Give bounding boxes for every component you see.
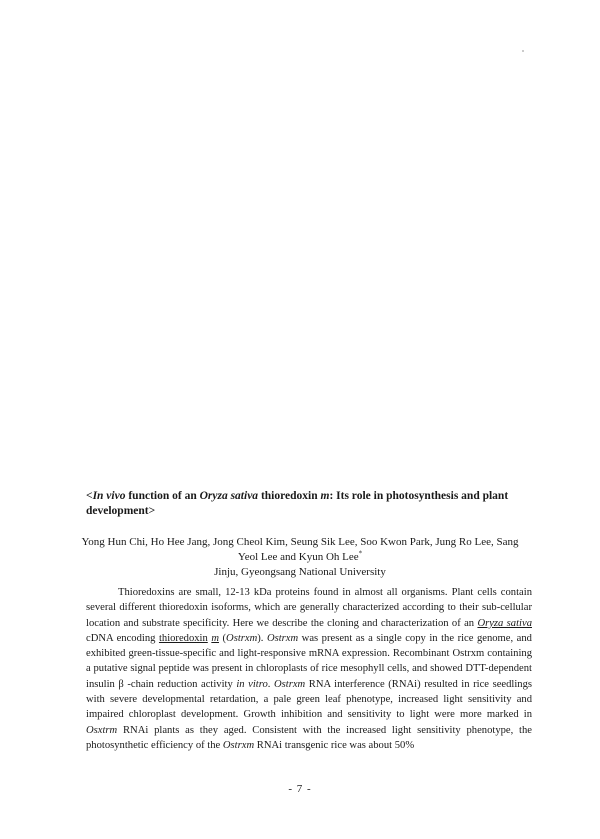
abstract-species-name: Oryza sativa	[477, 617, 532, 629]
abstract-in-vitro: in vitro	[236, 678, 268, 690]
abstract-text-9: ).	[257, 632, 267, 644]
abstract-gene-4: Osxtrm	[86, 724, 118, 736]
title-part-5: m	[320, 490, 330, 502]
abstract-text-19: RNAi transgenic rice was about 50%	[254, 739, 415, 751]
title-part-3: Oryza sativa	[199, 490, 259, 502]
abstract-gene-5: Ostrxm	[222, 739, 255, 751]
page-number: - 7 -	[288, 783, 312, 795]
abstract-paragraph	[86, 585, 532, 753]
abstract-text-17: RNAi plants as they aged. Consistent with the increased light sensitivity phenotype, the photosynthetic efficiency of the	[86, 724, 532, 751]
abstract-text-15: RNA interference (RNAi) resulted in rice seedlings with severe developmental retardation, a pale green leaf phenotype, increased light sensitivity and impaired chloroplast development. Growth inhibition and sensitivity to light were more marked in	[86, 678, 532, 721]
title-part-2: function of an	[125, 490, 200, 502]
abstract-text-7: (	[218, 632, 227, 644]
scan-speck	[522, 50, 524, 52]
author-names	[80, 535, 520, 565]
abstract-text-3: cDNA encoding	[86, 632, 159, 644]
author-list: Yong Hun Chi, Ho Hee Jang, Jong Cheol Kim, Seung Sik Lee, Soo Kwon Park, Jung Ro Lee, Sang Yeol Lee and Kyun Oh Lee	[81, 536, 519, 563]
abstract-m: m	[211, 632, 219, 644]
title-part-4: thioredoxin	[258, 490, 321, 502]
abstract-gene-3: Ostrxm	[274, 678, 306, 690]
abstract-thioredoxin: thioredoxin	[158, 632, 208, 644]
title-part-1: In vivo	[92, 490, 126, 502]
title-open-bracket: <	[86, 490, 93, 502]
abstract-text-13: .	[267, 678, 274, 690]
paper-title	[86, 489, 526, 519]
abstract-text-1: Thioredoxins are small, 12-13 kDa proteins found in almost all organisms. Plant cells contain several different thioredoxin isoforms, which are generally characterized according to their sub-cellular location and substrate specificity. Here we describe the cloning and characterization of an	[86, 587, 532, 629]
author-block	[80, 535, 520, 580]
title-close-bracket: >	[148, 505, 156, 517]
author-affiliation: Jinju, Gyeongsang National University	[214, 566, 386, 578]
abstract-gene-1: Ostrxm	[226, 632, 258, 644]
abstract-gene-2: Ostrxm	[266, 632, 299, 644]
abstract-text-11: was present as a single copy in the rice genome, and exhibited green-tissue-specific and light-responsive mRNA expression. Recombinant Ostrxm containing a putative signal peptide was present in chloroplasts of rice mesophyll cells, and showed DTT-dependent insulin β -chain reduction activity	[86, 632, 532, 690]
corresponding-author-mark: *	[358, 549, 363, 558]
title-part-6: : Its role in photosynthesis and plant development	[86, 490, 509, 517]
